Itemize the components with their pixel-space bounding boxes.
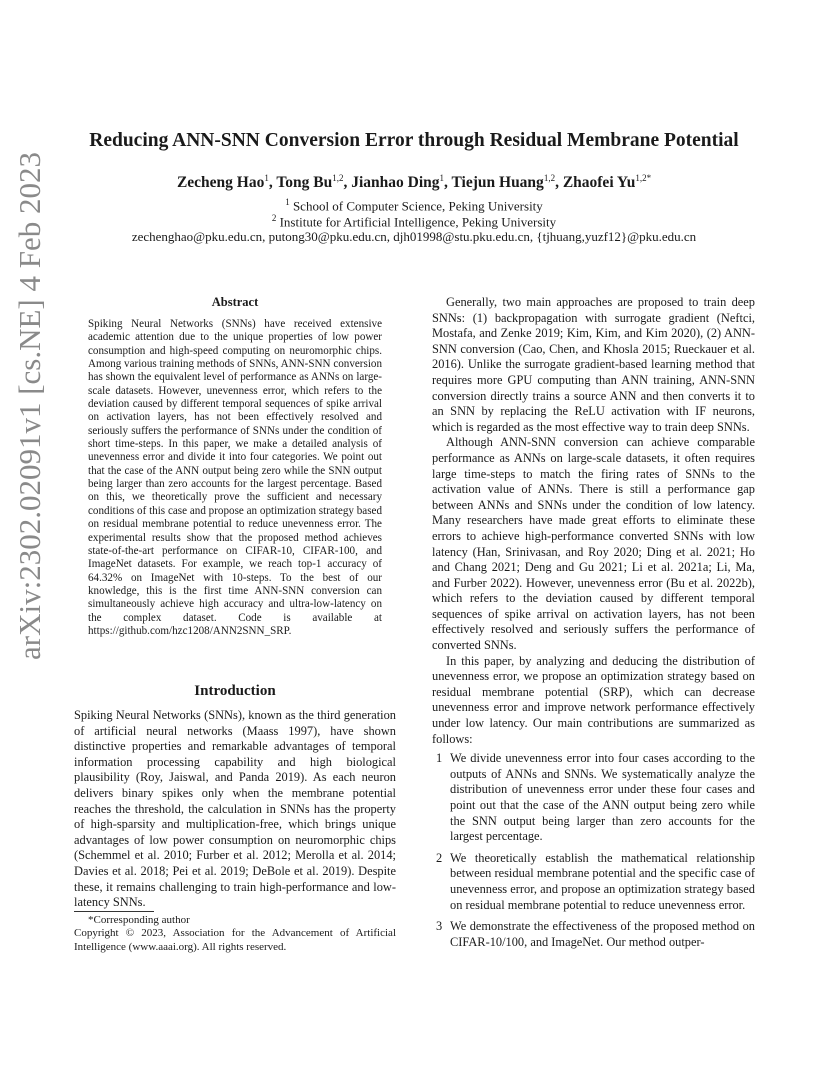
abstract-text: Spiking Neural Networks (SNNs) have received extensive academic attention due to the unique properties of low power consumption and high-speed computing on neuromorphic chips. Among various training methods of SNNs, ANN-SNN conversion has shown the equivalent level of performance as ANNs on large-scale datasets. However, unevenness error, which refers to the deviation caused by different temporal sequences of spike arrival on activation layers, has not been effectively resolved and seriously suffers the performance of SNNs under the condition of short time-steps. In this paper, we make a detailed analysis of unevenness error and divide it into four categories. We point out that the case of the ANN output being zero while the SNN output being larger than zero accounts for the largest percentage. Based on this, we theoretically prove the sufficient and necessary conditions of this case and propose an optimization strategy based on residual membrane potential to reduce unevenness error. The experimental results show that the proposed method achieves state-of-the-art performance on CIFAR-10, CIFAR-100, and ImageNet datasets. For example, we reach top-1 accuracy of 64.32% on ImageNet with 10-steps. To the best of our knowledge, this is the first time ANN-SNN conversion can simultaneously achieve high accuracy and ultra-low-latency on the complex dataset. Code is available at https://github.com/hzc1208/ANN2SNN_SRP. [88, 318, 382, 637]
introduction-heading: Introduction [194, 683, 276, 699]
list-number: 3 [436, 919, 443, 934]
affiliation-mark: 1 [285, 197, 290, 207]
author-list: Zecheng Hao$^1$, Tong Bu$^{1,2}$, Jianhao Ding$^1$, Tiejun Huang$^{1,2}$, Zhaofei $Yu^{1,2*}$ [176, 173, 652, 192]
author-affiliation-mark: 1 [264, 173, 269, 183]
list-item-text: We theoretically establish the mathematical relationship between residual membrane potential and the specific case of unevenness error, and propose an optimization strategy based on residual membrane potential to reduce unevenness error. [450, 850, 755, 912]
author-affiliation-mark: 1 [439, 173, 444, 183]
footnote-rule [74, 911, 154, 912]
paragraph: In this paper, by analyzing and deducing the distribution of unevenness error, we propose an optimization strategy based on residual membrane potential (SRP), which can decrease unevenness error and improve network performance effectively under low latency. Our main contributions are summarized as follows: [432, 653, 755, 746]
affiliation-line [0, 213, 828, 230]
right-column [432, 295, 755, 956]
author-name: Zecheng Hao [176, 174, 265, 192]
arxiv-sidebar-id: arXiv:2302.02091v1 [cs.NE] 4 Feb 2023 [12, 152, 47, 660]
list-number: 2 [436, 850, 443, 865]
author-name: Jianhao Ding [351, 174, 440, 192]
list-item [432, 751, 755, 845]
author-name: Tong Bu [276, 174, 333, 192]
paragraph: Spiking Neural Networks (SNNs), known as the third generation of artificial neural networks (Maass 1997), have shown distinctive properties and remarkable advantages of temporal information processing capability and high biological plausibility (Roy, Jaiswal, and Panda 2019). As each neuron delivers binary spikes only when the membrane potential reaches the threshold, the calculation in SNNs has the property of high-sparsity and multiplication-free, which brings unique advantages of low power consumption on neuromorphic chips (Schemmel et al. 2010; Furber et al. 2012; Merolla et al. 2014; Davies et al. 2018; Pei et al. 2019; DeBole et al. 2019). Despite these, it remains challenging to train high-performance and low-latency SNNs. [74, 708, 396, 910]
affiliation-mark: 2 [271, 213, 277, 223]
list-item [432, 851, 755, 913]
paragraph: Although ANN-SNN conversion can achieve comparable performance as ANNs on large-scale datasets, it often requires large time-steps to match the firing rates of SNNs to the activation value of ANNs. There is still a performance gap between ANNs and SNNs under the condition of low latency. Many researchers have made great efforts to eliminate these errors to achieve high-performance converted SNNs with low latency (Han, Srinivasan, and Roy 2020; Ding et al. 2021; Ho and Chang 2021; Deng and Gu 2021; Li et al. 2021a; Li, Ma, and Furber 2022). However, unevenness error (Bu et al. 2022b), which refers to the deviation caused by different temporal sequences of spike arrival on activation layers, has not been effectively resolved and seriously suffers the performance of converted SNNs. [432, 435, 755, 653]
author-emails: zechenghao@pku.edu.cn, putong30@pku.edu.cn, djh01998@stu.pku.edu.cn, {tjhuang,yuzf12}@pku.edu.cn [131, 229, 697, 244]
author-affiliation-mark: 1,2 [332, 173, 344, 183]
introduction-paragraph [74, 708, 396, 911]
list-number: 1 [436, 751, 443, 766]
author-name: Zhaofei Yu [562, 174, 636, 192]
contributions-list [432, 751, 755, 950]
affiliation-line [0, 197, 828, 214]
list-item [432, 919, 755, 950]
copyright-note: Copyright © 2023, Association for the Advancement of Artificial Intelligence (www.aaai.org). All rights reserved. [74, 927, 396, 953]
affiliation-text: Institute for Artificial Intelligence, Peking University [279, 214, 557, 230]
author-name: Tiejun Huang [451, 174, 544, 192]
author-affiliation-mark: 1,2 [543, 173, 556, 183]
corresponding-author-note: *Corresponding author [88, 914, 190, 926]
list-item-text: We demonstrate the effectiveness of the proposed method on CIFAR-10/100, and ImageNet. Our method outper- [450, 919, 755, 949]
paper-title: Reducing ANN-SNN Conversion Error through Residual Membrane Potential [89, 130, 739, 151]
footnote [74, 914, 396, 954]
list-item-text: We divide unevenness error into four cases according to the outputs of ANNs and SNNs. We systematically analyze the distribution of unevenness error under these four cases and point out that the case of the ANN output being zero while the SNN output being larger than zero accounts for the largest percentage. [450, 751, 755, 844]
affiliation-text: School of Computer Science, Peking University [292, 198, 543, 214]
author-affiliation-mark: 1,2* [635, 173, 652, 183]
paragraph: Generally, two main approaches are proposed to train deep SNNs: (1) backpropagation with surrogate gradient (Neftci, Mostafa, and Zenke 2019; Kim, Kim, and Kim 2020), (2) ANN-SNN conversion (Cao, Chen, and Khosla 2015; Rueckauer et al. 2016). Unlike the surrogate gradient-based learning method that requires more GPU computing than ANN training, ANN-SNN conversion directly trains a source ANN and then converts it to an SNN by replacing the ReLU activation with IF neurons, which is regarded as the most effective way to train deep SNNs. [432, 295, 755, 434]
abstract-heading: Abstract [211, 295, 259, 309]
